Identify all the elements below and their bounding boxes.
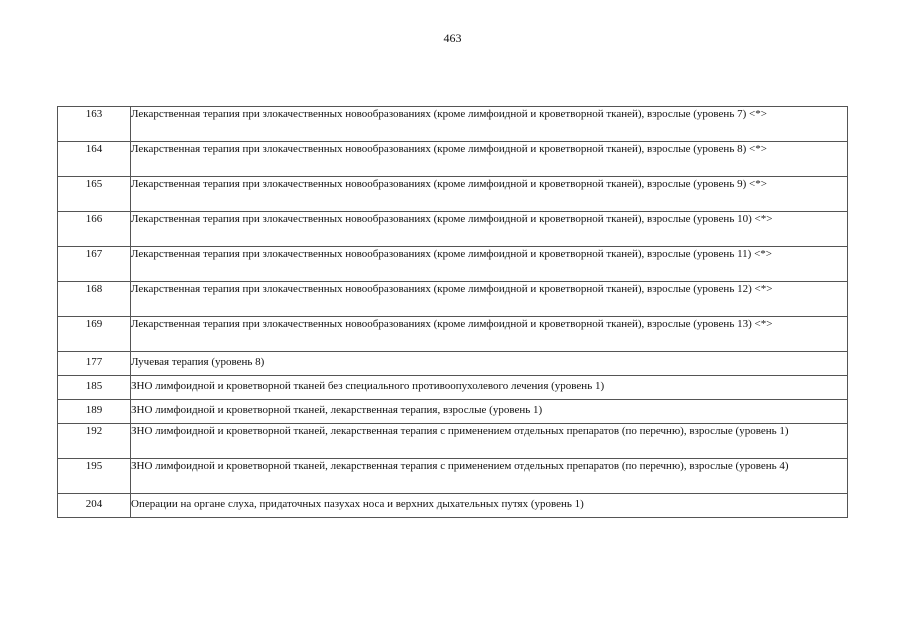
table-row	[58, 400, 848, 424]
table-row	[58, 177, 848, 212]
table-row	[58, 247, 848, 282]
table-row	[58, 212, 848, 247]
row-description: ЗНО лимфоидной и кроветворной тканей, лекарственная терапия с применением отдельных препаратов (по перечню), взрослые (уровень 1)	[131, 424, 848, 459]
table-row	[58, 142, 848, 177]
row-code: 185	[58, 376, 131, 400]
row-code: 163	[58, 107, 131, 142]
row-code: 169	[58, 317, 131, 352]
row-description: Операции на органе слуха, придаточных пазухах носа и верхних дыхательных путях (уровень 1)	[131, 494, 848, 518]
row-description: Лекарственная терапия при злокачественных новообразованиях (кроме лимфоидной и кроветворной тканей), взрослые (уровень 10) <*>	[131, 212, 848, 247]
table-row	[58, 459, 848, 494]
row-description: Лекарственная терапия при злокачественных новообразованиях (кроме лимфоидной и кроветворной тканей), взрослые (уровень 9) <*>	[131, 177, 848, 212]
row-description: Лекарственная терапия при злокачественных новообразованиях (кроме лимфоидной и кроветворной тканей), взрослые (уровень 8) <*>	[131, 142, 848, 177]
table-row	[58, 282, 848, 317]
row-description: Лекарственная терапия при злокачественных новообразованиях (кроме лимфоидной и кроветворной тканей), взрослые (уровень 11) <*>	[131, 247, 848, 282]
row-description: ЗНО лимфоидной и кроветворной тканей без специального противоопухолевого лечения (уровень 1)	[131, 376, 848, 400]
row-code: 165	[58, 177, 131, 212]
row-code: 167	[58, 247, 131, 282]
row-code: 177	[58, 352, 131, 376]
document-table	[57, 106, 848, 518]
row-description: Лекарственная терапия при злокачественных новообразованиях (кроме лимфоидной и кроветворной тканей), взрослые (уровень 7) <*>	[131, 107, 848, 142]
row-code: 192	[58, 424, 131, 459]
row-description: Лучевая терапия (уровень 8)	[131, 352, 848, 376]
table-row	[58, 317, 848, 352]
table-row	[58, 494, 848, 518]
page-number: 463	[443, 31, 462, 45]
row-description: ЗНО лимфоидной и кроветворной тканей, лекарственная терапия с применением отдельных препаратов (по перечню), взрослые (уровень 4)	[131, 459, 848, 494]
row-code: 195	[58, 459, 131, 494]
row-description: Лекарственная терапия при злокачественных новообразованиях (кроме лимфоидной и кроветворной тканей), взрослые (уровень 13) <*>	[131, 317, 848, 352]
row-code: 189	[58, 400, 131, 424]
row-code: 166	[58, 212, 131, 247]
row-description: ЗНО лимфоидной и кроветворной тканей, лекарственная терапия, взрослые (уровень 1)	[131, 400, 848, 424]
row-code: 164	[58, 142, 131, 177]
table-row	[58, 352, 848, 376]
table-row	[58, 376, 848, 400]
row-code: 168	[58, 282, 131, 317]
table-row	[58, 107, 848, 142]
table-row	[58, 424, 848, 459]
row-code: 204	[58, 494, 131, 518]
row-description: Лекарственная терапия при злокачественных новообразованиях (кроме лимфоидной и кроветворной тканей), взрослые (уровень 12) <*>	[131, 282, 848, 317]
